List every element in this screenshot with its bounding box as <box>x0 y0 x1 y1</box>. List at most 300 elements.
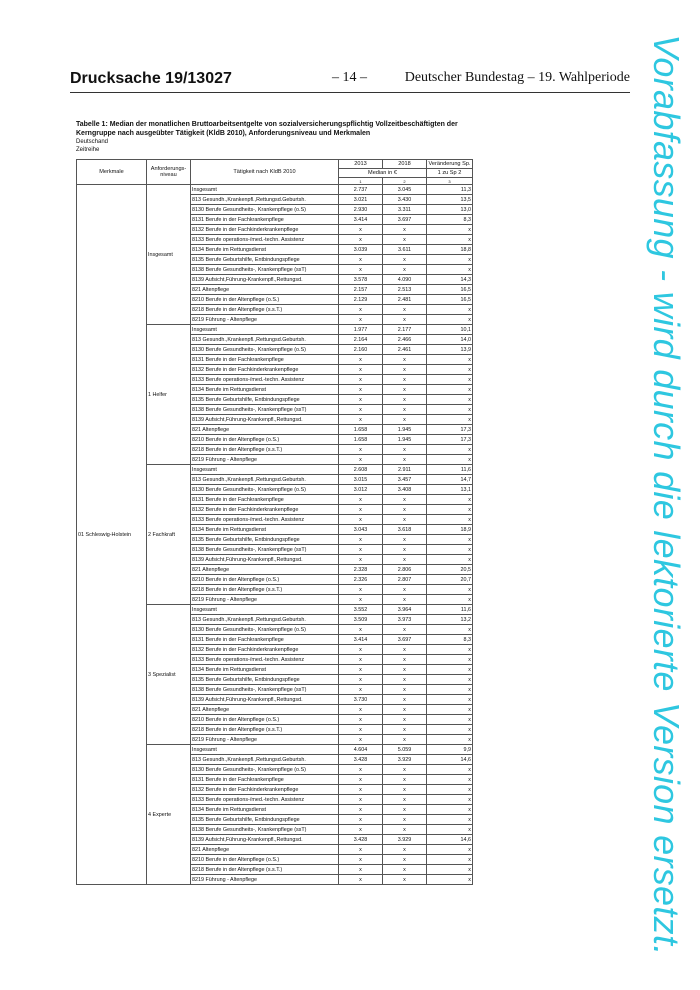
median-2018-cell: 3.430 <box>383 195 427 205</box>
median-2013-cell: x <box>339 555 383 565</box>
activity-cell: 8138 Berufe Gesundheits-, Krankenpflege (ssT) <box>191 545 339 555</box>
activity-cell: 8130 Berufe Gesundheits-, Krankenpflege (o.S) <box>191 765 339 775</box>
activity-cell: 8131 Berufe in der Fachkrankenpflege <box>191 495 339 505</box>
median-2018-cell: x <box>383 555 427 565</box>
median-2018-cell: x <box>383 235 427 245</box>
table-body <box>77 185 473 885</box>
activity-cell: 8135 Berufe Geburtshilfe, Entbindungspflege <box>191 675 339 685</box>
change-cell: x <box>427 865 473 875</box>
median-2018-cell: x <box>383 545 427 555</box>
median-2018-cell: x <box>383 305 427 315</box>
median-2013-cell: x <box>339 535 383 545</box>
activity-cell: 8138 Berufe Gesundheits-, Krankenpflege (ssT) <box>191 685 339 695</box>
median-2018-cell: 3.697 <box>383 215 427 225</box>
median-2018-cell: x <box>383 385 427 395</box>
header-col-1: 1 <box>339 178 383 185</box>
activity-cell: 813 Gesundh.,Krankenpfl.,Rettungsd.Geburtsh. <box>191 755 339 765</box>
median-2013-cell: x <box>339 805 383 815</box>
median-2013-cell: x <box>339 595 383 605</box>
activity-cell: 8132 Berufe in der Fachkinderkrankenpflege <box>191 785 339 795</box>
activity-cell: 8131 Berufe in der Fachkrankenpflege <box>191 355 339 365</box>
activity-cell: 8130 Berufe Gesundheits-, Krankenpflege (o.S) <box>191 345 339 355</box>
median-2013-cell: x <box>339 225 383 235</box>
header-merkmale: Merkmale <box>77 160 147 185</box>
activity-cell: 8139 Aufsicht,Führung-Krankenpfl.,Rettungsd. <box>191 275 339 285</box>
activity-cell: 8218 Berufe in der Altenpflege (s.s.T.) <box>191 305 339 315</box>
change-cell: x <box>427 225 473 235</box>
header-col-3: 3 <box>427 178 473 185</box>
activity-cell: 8138 Berufe Gesundheits-, Krankenpflege (ssT) <box>191 825 339 835</box>
header-niveau: Anforderungs-niveau <box>147 160 191 185</box>
level-cell: Insgesamt <box>147 185 191 325</box>
median-2013-cell: x <box>339 845 383 855</box>
change-cell: 18,9 <box>427 525 473 535</box>
median-2018-cell: x <box>383 785 427 795</box>
activity-cell: 8132 Berufe in der Fachkinderkrankenpflege <box>191 505 339 515</box>
median-2018-cell: 1.945 <box>383 425 427 435</box>
median-2013-cell: x <box>339 495 383 505</box>
median-2013-cell: x <box>339 715 383 725</box>
median-2013-cell: x <box>339 515 383 525</box>
change-cell: 14,3 <box>427 275 473 285</box>
activity-cell: 8139 Aufsicht,Führung-Krankenpfl.,Rettungsd. <box>191 415 339 425</box>
level-cell: 3 Spezialist <box>147 605 191 745</box>
median-2013-cell: x <box>339 365 383 375</box>
change-cell: x <box>427 805 473 815</box>
median-2018-cell: x <box>383 685 427 695</box>
activity-cell: Insgesamt <box>191 185 339 195</box>
data-table <box>76 159 473 885</box>
change-cell: x <box>427 365 473 375</box>
median-2013-cell: 2.328 <box>339 565 383 575</box>
median-2018-cell: 3.611 <box>383 245 427 255</box>
table-title: Tabelle 1: Median der monatlichen Bruttoarbeitsentgelte von sozialversicherungspflichtig Vollzeitbeschäftigten der Kerngruppe nach ausgeübter Tätigkeit (KldB 2010), Anforderungsniveau und Merkmalen <box>76 121 458 137</box>
median-2018-cell: x <box>383 805 427 815</box>
activity-cell: 8219 Führung - Altenpflege <box>191 595 339 605</box>
median-2013-cell: x <box>339 795 383 805</box>
change-cell: x <box>427 625 473 635</box>
table-row <box>77 185 473 195</box>
median-2018-cell: x <box>383 725 427 735</box>
median-2018-cell: 5.059 <box>383 745 427 755</box>
activity-cell: 8133 Berufe operations-/med.-techn. Assistenz <box>191 515 339 525</box>
median-2018-cell: x <box>383 585 427 595</box>
activity-cell: 8210 Berufe in der Altenpflege (o.S.) <box>191 435 339 445</box>
median-2013-cell: 3.021 <box>339 195 383 205</box>
median-2018-cell: x <box>383 855 427 865</box>
change-cell: x <box>427 825 473 835</box>
median-2013-cell: 3.414 <box>339 215 383 225</box>
median-2013-cell: 2.930 <box>339 205 383 215</box>
activity-cell: 8139 Aufsicht,Führung-Krankenpfl.,Rettungsd. <box>191 835 339 845</box>
activity-cell: 8134 Berufe im Rettungsdienst <box>191 665 339 675</box>
median-2018-cell: 3.618 <box>383 525 427 535</box>
median-2013-cell: x <box>339 625 383 635</box>
median-2018-cell: x <box>383 515 427 525</box>
change-cell: x <box>427 685 473 695</box>
change-cell: 9,9 <box>427 745 473 755</box>
activity-cell: 8130 Berufe Gesundheits-, Krankenpflege (o.S) <box>191 625 339 635</box>
change-cell: x <box>427 715 473 725</box>
median-2013-cell: x <box>339 815 383 825</box>
change-cell: x <box>427 405 473 415</box>
median-2013-cell: 3.428 <box>339 835 383 845</box>
header-median: Median in € <box>339 169 427 178</box>
activity-cell: 8132 Berufe in der Fachkinderkrankenpflege <box>191 225 339 235</box>
activity-cell: 8135 Berufe Geburtshilfe, Entbindungspflege <box>191 535 339 545</box>
change-cell: x <box>427 445 473 455</box>
activity-cell: 813 Gesundh.,Krankenpfl.,Rettungsd.Geburtsh. <box>191 475 339 485</box>
change-cell: 13,2 <box>427 615 473 625</box>
activity-cell: 8131 Berufe in der Fachkrankenpflege <box>191 215 339 225</box>
activity-cell: 8210 Berufe in der Altenpflege (o.S.) <box>191 295 339 305</box>
median-2018-cell: x <box>383 735 427 745</box>
change-cell: x <box>427 675 473 685</box>
change-cell: x <box>427 645 473 655</box>
median-2018-cell: x <box>383 865 427 875</box>
median-2013-cell: x <box>339 675 383 685</box>
median-2018-cell: x <box>383 665 427 675</box>
median-2013-cell: 2.608 <box>339 465 383 475</box>
median-2018-cell: x <box>383 695 427 705</box>
median-2013-cell: x <box>339 305 383 315</box>
activity-cell: 8132 Berufe in der Fachkinderkrankenpflege <box>191 645 339 655</box>
activity-cell: 821 Altenpflege <box>191 565 339 575</box>
header-taetigkeit: Tätigkeit nach KldB 2010 <box>191 160 339 185</box>
change-cell: 11,6 <box>427 605 473 615</box>
change-cell: 18,8 <box>427 245 473 255</box>
median-2018-cell: x <box>383 595 427 605</box>
change-cell: 10,1 <box>427 325 473 335</box>
median-2018-cell: x <box>383 535 427 545</box>
change-cell: 20,5 <box>427 565 473 575</box>
median-2013-cell: x <box>339 375 383 385</box>
change-cell: x <box>427 385 473 395</box>
change-cell: x <box>427 455 473 465</box>
median-2018-cell: x <box>383 315 427 325</box>
header-col-2: 2 <box>383 178 427 185</box>
median-2018-cell: x <box>383 505 427 515</box>
median-2018-cell: x <box>383 705 427 715</box>
median-2018-cell: x <box>383 765 427 775</box>
activity-cell: 8210 Berufe in der Altenpflege (o.S.) <box>191 575 339 585</box>
activity-cell: 8219 Führung - Altenpflege <box>191 875 339 885</box>
median-2013-cell: x <box>339 255 383 265</box>
median-2018-cell: x <box>383 225 427 235</box>
median-2013-cell: 2.326 <box>339 575 383 585</box>
median-2018-cell: 2.461 <box>383 345 427 355</box>
activity-cell: 813 Gesundh.,Krankenpfl.,Rettungsd.Geburtsh. <box>191 335 339 345</box>
median-2013-cell: x <box>339 455 383 465</box>
activity-cell: 821 Altenpflege <box>191 285 339 295</box>
median-2018-cell: x <box>383 395 427 405</box>
change-cell: x <box>427 545 473 555</box>
change-cell: x <box>427 585 473 595</box>
median-2018-cell: x <box>383 645 427 655</box>
activity-cell: 8210 Berufe in der Altenpflege (o.S.) <box>191 855 339 865</box>
activity-cell: 8218 Berufe in der Altenpflege (s.s.T.) <box>191 445 339 455</box>
change-cell: x <box>427 815 473 825</box>
median-2013-cell: 2.157 <box>339 285 383 295</box>
activity-cell: 8210 Berufe in der Altenpflege (o.S.) <box>191 715 339 725</box>
median-2013-cell: x <box>339 385 383 395</box>
median-2018-cell: x <box>383 365 427 375</box>
median-2018-cell: 1.945 <box>383 435 427 445</box>
median-2013-cell: x <box>339 725 383 735</box>
median-2018-cell: x <box>383 255 427 265</box>
median-2013-cell: x <box>339 735 383 745</box>
level-cell: 2 Fachkraft <box>147 465 191 605</box>
header-change-sub: 1 zu Sp 2 <box>427 169 473 178</box>
level-cell: 1 Helfer <box>147 325 191 465</box>
activity-cell: 8131 Berufe in der Fachkrankenpflege <box>191 635 339 645</box>
change-cell: x <box>427 655 473 665</box>
change-cell: 20,7 <box>427 575 473 585</box>
change-cell: x <box>427 255 473 265</box>
median-2013-cell: 3.012 <box>339 485 383 495</box>
median-2018-cell: x <box>383 265 427 275</box>
median-2018-cell: x <box>383 375 427 385</box>
median-2018-cell: x <box>383 845 427 855</box>
change-cell: x <box>427 535 473 545</box>
change-cell: 14,0 <box>427 335 473 345</box>
activity-cell: 8135 Berufe Geburtshilfe, Entbindungspflege <box>191 815 339 825</box>
document-number-value: 13027 <box>187 70 232 87</box>
median-2013-cell: x <box>339 855 383 865</box>
median-2018-cell: x <box>383 815 427 825</box>
median-2013-cell: 1.658 <box>339 425 383 435</box>
median-2013-cell: 2.129 <box>339 295 383 305</box>
change-cell: x <box>427 735 473 745</box>
activity-cell: 8218 Berufe in der Altenpflege (s.s.T.) <box>191 585 339 595</box>
median-2013-cell: x <box>339 775 383 785</box>
change-cell: x <box>427 505 473 515</box>
table-caption <box>76 121 496 154</box>
change-cell: 17,3 <box>427 425 473 435</box>
change-cell: x <box>427 265 473 275</box>
draft-watermark: Vorabfassung - wird durch die lektorierte Version ersetzt. <box>646 34 687 956</box>
activity-cell: 8218 Berufe in der Altenpflege (s.s.T.) <box>191 725 339 735</box>
activity-cell: 8139 Aufsicht,Führung-Krankenpfl.,Rettungsd. <box>191 555 339 565</box>
median-2018-cell: 3.311 <box>383 205 427 215</box>
median-2018-cell: x <box>383 795 427 805</box>
change-cell: x <box>427 695 473 705</box>
activity-cell: 813 Gesundh.,Krankenpfl.,Rettungsd.Geburtsh. <box>191 195 339 205</box>
activity-cell: 8131 Berufe in der Fachkrankenpflege <box>191 775 339 785</box>
change-cell: x <box>427 845 473 855</box>
page-header <box>70 68 630 93</box>
activity-cell: 8138 Berufe Gesundheits-, Krankenpflege (ssT) <box>191 405 339 415</box>
median-2018-cell: 3.929 <box>383 835 427 845</box>
change-cell: x <box>427 355 473 365</box>
median-2018-cell: x <box>383 825 427 835</box>
activity-cell: Insgesamt <box>191 745 339 755</box>
median-2013-cell: x <box>339 705 383 715</box>
median-2013-cell: x <box>339 545 383 555</box>
median-2013-cell: 2.160 <box>339 345 383 355</box>
median-2013-cell: x <box>339 505 383 515</box>
median-2018-cell: x <box>383 775 427 785</box>
activity-cell: 8132 Berufe in der Fachkinderkrankenpflege <box>191 365 339 375</box>
median-2013-cell: x <box>339 405 383 415</box>
header-year-2013: 2013 <box>339 160 383 169</box>
median-2018-cell: 2.806 <box>383 565 427 575</box>
header-year-2018: 2018 <box>383 160 427 169</box>
median-2018-cell: x <box>383 405 427 415</box>
median-2013-cell: x <box>339 265 383 275</box>
activity-cell: 8133 Berufe operations-/med.-techn. Assistenz <box>191 795 339 805</box>
change-cell: x <box>427 375 473 385</box>
median-2018-cell: 2.466 <box>383 335 427 345</box>
change-cell: 13,9 <box>427 345 473 355</box>
activity-cell: 8133 Berufe operations-/med.-techn. Assistenz <box>191 655 339 665</box>
median-2013-cell: 1.977 <box>339 325 383 335</box>
activity-cell: 8139 Aufsicht,Führung-Krankenpfl.,Rettungsd. <box>191 695 339 705</box>
change-cell: 11,6 <box>427 465 473 475</box>
change-cell: x <box>427 705 473 715</box>
median-2013-cell: 3.414 <box>339 635 383 645</box>
document-prefix: Drucksache 19/ <box>70 70 188 87</box>
median-2018-cell: 3.973 <box>383 615 427 625</box>
median-2018-cell: x <box>383 625 427 635</box>
median-2013-cell: x <box>339 315 383 325</box>
median-2018-cell: 2.481 <box>383 295 427 305</box>
median-2018-cell: 3.408 <box>383 485 427 495</box>
median-2013-cell: x <box>339 865 383 875</box>
document-number <box>70 70 232 88</box>
median-2013-cell: 3.428 <box>339 755 383 765</box>
change-cell: x <box>427 665 473 675</box>
median-2013-cell: x <box>339 585 383 595</box>
median-2013-cell: 3.730 <box>339 695 383 705</box>
median-2018-cell: 3.964 <box>383 605 427 615</box>
median-2018-cell: 3.929 <box>383 755 427 765</box>
activity-cell: Insgesamt <box>191 325 339 335</box>
change-cell: x <box>427 415 473 425</box>
median-2013-cell: x <box>339 785 383 795</box>
median-2018-cell: 4.090 <box>383 275 427 285</box>
merkmal-cell: 01 Schleswig-Holstein <box>77 185 147 885</box>
activity-cell: Insgesamt <box>191 465 339 475</box>
activity-cell: 8134 Berufe im Rettungsdienst <box>191 805 339 815</box>
change-cell: x <box>427 515 473 525</box>
level-cell: 4 Experte <box>147 745 191 885</box>
median-2013-cell: 2.737 <box>339 185 383 195</box>
median-2013-cell: 2.164 <box>339 335 383 345</box>
institution-name: Deutscher Bundestag – 19. Wahlperiode <box>404 70 630 85</box>
median-2013-cell: x <box>339 655 383 665</box>
activity-cell: 8135 Berufe Geburtshilfe, Entbindungspflege <box>191 395 339 405</box>
activity-cell: 8133 Berufe operations-/med.-techn. Assistenz <box>191 375 339 385</box>
change-cell: x <box>427 315 473 325</box>
activity-cell: 821 Altenpflege <box>191 845 339 855</box>
change-cell: x <box>427 235 473 245</box>
median-2013-cell: x <box>339 665 383 675</box>
median-2013-cell: x <box>339 355 383 365</box>
median-2018-cell: x <box>383 875 427 885</box>
change-cell: 16,5 <box>427 285 473 295</box>
median-2018-cell: x <box>383 445 427 455</box>
change-cell: x <box>427 795 473 805</box>
change-cell: x <box>427 875 473 885</box>
activity-cell: 8133 Berufe operations-/med.-techn. Assistenz <box>191 235 339 245</box>
change-cell: 14,6 <box>427 835 473 845</box>
median-2013-cell: x <box>339 415 383 425</box>
change-cell: 8,3 <box>427 635 473 645</box>
change-cell: x <box>427 855 473 865</box>
activity-cell: 8135 Berufe Geburtshilfe, Entbindungspflege <box>191 255 339 265</box>
change-cell: x <box>427 395 473 405</box>
change-cell: x <box>427 785 473 795</box>
change-cell: 16,5 <box>427 295 473 305</box>
change-cell: 11,3 <box>427 185 473 195</box>
change-cell: 13,0 <box>427 205 473 215</box>
activity-cell: 8138 Berufe Gesundheits-, Krankenpflege (ssT) <box>191 265 339 275</box>
median-2013-cell: 1.658 <box>339 435 383 445</box>
median-2018-cell: 2.177 <box>383 325 427 335</box>
median-2018-cell: 3.697 <box>383 635 427 645</box>
caption-region: Deutschand <box>76 139 109 145</box>
change-cell: x <box>427 595 473 605</box>
median-2018-cell: 2.807 <box>383 575 427 585</box>
change-cell: x <box>427 725 473 735</box>
activity-cell: 8134 Berufe im Rettungsdienst <box>191 525 339 535</box>
median-2013-cell: 4.604 <box>339 745 383 755</box>
median-2013-cell: x <box>339 645 383 655</box>
header-change: Veränderung Sp. <box>428 161 471 167</box>
change-cell: 17,3 <box>427 435 473 445</box>
activity-cell: 821 Altenpflege <box>191 425 339 435</box>
median-2013-cell: x <box>339 445 383 455</box>
median-2013-cell: 3.043 <box>339 525 383 535</box>
median-2013-cell: 3.015 <box>339 475 383 485</box>
median-2018-cell: x <box>383 455 427 465</box>
activity-cell: 8218 Berufe in der Altenpflege (s.s.T.) <box>191 865 339 875</box>
median-2018-cell: x <box>383 655 427 665</box>
change-cell: x <box>427 765 473 775</box>
change-cell: 13,5 <box>427 195 473 205</box>
change-cell: x <box>427 495 473 505</box>
page-number: – 14 – <box>332 70 367 85</box>
median-2013-cell: 3.578 <box>339 275 383 285</box>
activity-cell: 821 Altenpflege <box>191 705 339 715</box>
median-2018-cell: 3.045 <box>383 185 427 195</box>
median-2013-cell: x <box>339 395 383 405</box>
median-2013-cell: 3.509 <box>339 615 383 625</box>
activity-cell: 8130 Berufe Gesundheits-, Krankenpflege (o.S) <box>191 205 339 215</box>
activity-cell: 8219 Führung - Altenpflege <box>191 315 339 325</box>
activity-cell: 8219 Führung - Altenpflege <box>191 455 339 465</box>
change-cell: x <box>427 555 473 565</box>
median-2013-cell: x <box>339 825 383 835</box>
change-cell: 14,6 <box>427 755 473 765</box>
activity-cell: 8130 Berufe Gesundheits-, Krankenpflege (o.S) <box>191 485 339 495</box>
median-2018-cell: x <box>383 415 427 425</box>
median-2018-cell: x <box>383 495 427 505</box>
median-2013-cell: 3.039 <box>339 245 383 255</box>
activity-cell: 8219 Führung - Altenpflege <box>191 735 339 745</box>
activity-cell: Insgesamt <box>191 605 339 615</box>
change-cell: 13,1 <box>427 485 473 495</box>
caption-series: Zeitreihe <box>76 147 100 153</box>
median-2018-cell: x <box>383 355 427 365</box>
median-2013-cell: x <box>339 235 383 245</box>
change-cell: x <box>427 775 473 785</box>
median-2013-cell: 3.552 <box>339 605 383 615</box>
activity-cell: 813 Gesundh.,Krankenpfl.,Rettungsd.Geburtsh. <box>191 615 339 625</box>
median-2013-cell: x <box>339 685 383 695</box>
median-2018-cell: 3.457 <box>383 475 427 485</box>
